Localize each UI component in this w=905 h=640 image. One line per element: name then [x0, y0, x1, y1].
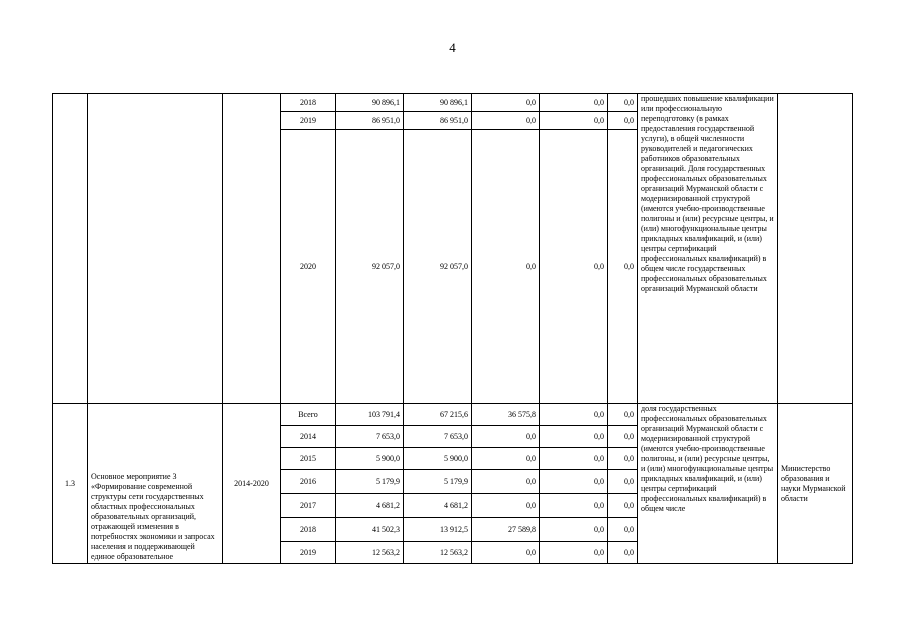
cell-federal: 27 589,8 [472, 518, 540, 542]
cell-year: 2018 [281, 94, 336, 112]
cell-local: 0,0 [540, 112, 608, 130]
table-row [53, 404, 853, 426]
cell-other: 0,0 [608, 404, 638, 426]
cell-total: 90 896,1 [336, 94, 404, 112]
cell-local: 0,0 [540, 130, 608, 404]
program-table [52, 93, 853, 564]
cell-federal: 0,0 [472, 542, 540, 564]
cell-total: 92 057,0 [336, 130, 404, 404]
cell-local: 0,0 [540, 518, 608, 542]
cell-total: 7 653,0 [336, 426, 404, 448]
cell-federal: 0,0 [472, 426, 540, 448]
cell-local: 0,0 [540, 542, 608, 564]
cell-regional: 5 179,9 [404, 470, 472, 494]
cell-regional: 12 563,2 [404, 542, 472, 564]
cell-year: 2015 [281, 448, 336, 470]
cell-local: 0,0 [540, 448, 608, 470]
cell-regional: 92 057,0 [404, 130, 472, 404]
cell-regional: 90 896,1 [404, 94, 472, 112]
cell-federal: 0,0 [472, 470, 540, 494]
cell-executor [778, 94, 853, 404]
page-number: 4 [449, 40, 456, 55]
cell-other: 0,0 [608, 542, 638, 564]
cell-name [88, 94, 223, 404]
cell-indicator: доля государственных профессиональных образовательных организаций Мурманской области с модернизированной структурой (имеются учебно-производственные полигоны, и (или) ресурсные центры, и (или) многофункциональные центры прикладных квалификаций, и (или) центры сертификаций профессиональных квалификаций) в общем числе [638, 404, 778, 564]
cell-regional: 5 900,0 [404, 448, 472, 470]
cell-year: 2019 [281, 112, 336, 130]
cell-other: 0,0 [608, 470, 638, 494]
cell-other: 0,0 [608, 426, 638, 448]
cell-federal: 0,0 [472, 448, 540, 470]
cell-period: 2014-2020 [223, 404, 281, 564]
cell-other: 0,0 [608, 130, 638, 404]
cell-name: Основное мероприятие 3 «Формирование современной структуры сети государственных областных профессиональных образовательных организаций, отражающей изменения в потребностях экономики и запросах населения и поддерживающей единое образовательное [88, 404, 223, 564]
cell-local: 0,0 [540, 94, 608, 112]
cell-regional: 67 215,6 [404, 404, 472, 426]
cell-total: 103 791,4 [336, 404, 404, 426]
cell-regional: 7 653,0 [404, 426, 472, 448]
cell-other: 0,0 [608, 94, 638, 112]
cell-local: 0,0 [540, 404, 608, 426]
cell-number [53, 94, 88, 404]
cell-year: 2017 [281, 494, 336, 518]
table-row [53, 94, 853, 112]
cell-regional: 86 951,0 [404, 112, 472, 130]
cell-other: 0,0 [608, 518, 638, 542]
cell-regional: 13 912,5 [404, 518, 472, 542]
cell-other: 0,0 [608, 448, 638, 470]
cell-year: 2016 [281, 470, 336, 494]
cell-local: 0,0 [540, 426, 608, 448]
cell-federal: 0,0 [472, 94, 540, 112]
cell-year: 2014 [281, 426, 336, 448]
cell-executor: Министерство образования и науки Мурманской области [778, 404, 853, 564]
cell-indicator: прошедших повышение квалификации или профессиональную переподготовку (в рамках предоставления государственной услуги), в общей численности руководителей и педагогических работников образовательных организаций. Доля государственных профессиональных образовательных организаций Мурманской области с модернизированной структурой (имеются учебно-производственные полигоны и (или) ресурсные центры, и (или) многофункциональные центры прикладных квалификаций, и (или) центры сертификаций профессиональных квалификаций) в общем числе государственных профессиональных образовательных организаций Мурманской области [638, 94, 778, 404]
cell-local: 0,0 [540, 470, 608, 494]
cell-year: 2019 [281, 542, 336, 564]
cell-federal: 0,0 [472, 494, 540, 518]
cell-year: Всего [281, 404, 336, 426]
cell-federal: 0,0 [472, 130, 540, 404]
cell-total: 5 900,0 [336, 448, 404, 470]
cell-federal: 36 575,8 [472, 404, 540, 426]
cell-year: 2020 [281, 130, 336, 404]
cell-total: 41 502,3 [336, 518, 404, 542]
cell-number: 1.3 [53, 404, 88, 564]
cell-federal: 0,0 [472, 112, 540, 130]
cell-total: 86 951,0 [336, 112, 404, 130]
cell-total: 4 681,2 [336, 494, 404, 518]
cell-total: 12 563,2 [336, 542, 404, 564]
cell-other: 0,0 [608, 494, 638, 518]
cell-period [223, 94, 281, 404]
cell-total: 5 179,9 [336, 470, 404, 494]
cell-local: 0,0 [540, 494, 608, 518]
cell-year: 2018 [281, 518, 336, 542]
cell-regional: 4 681,2 [404, 494, 472, 518]
cell-other: 0,0 [608, 112, 638, 130]
